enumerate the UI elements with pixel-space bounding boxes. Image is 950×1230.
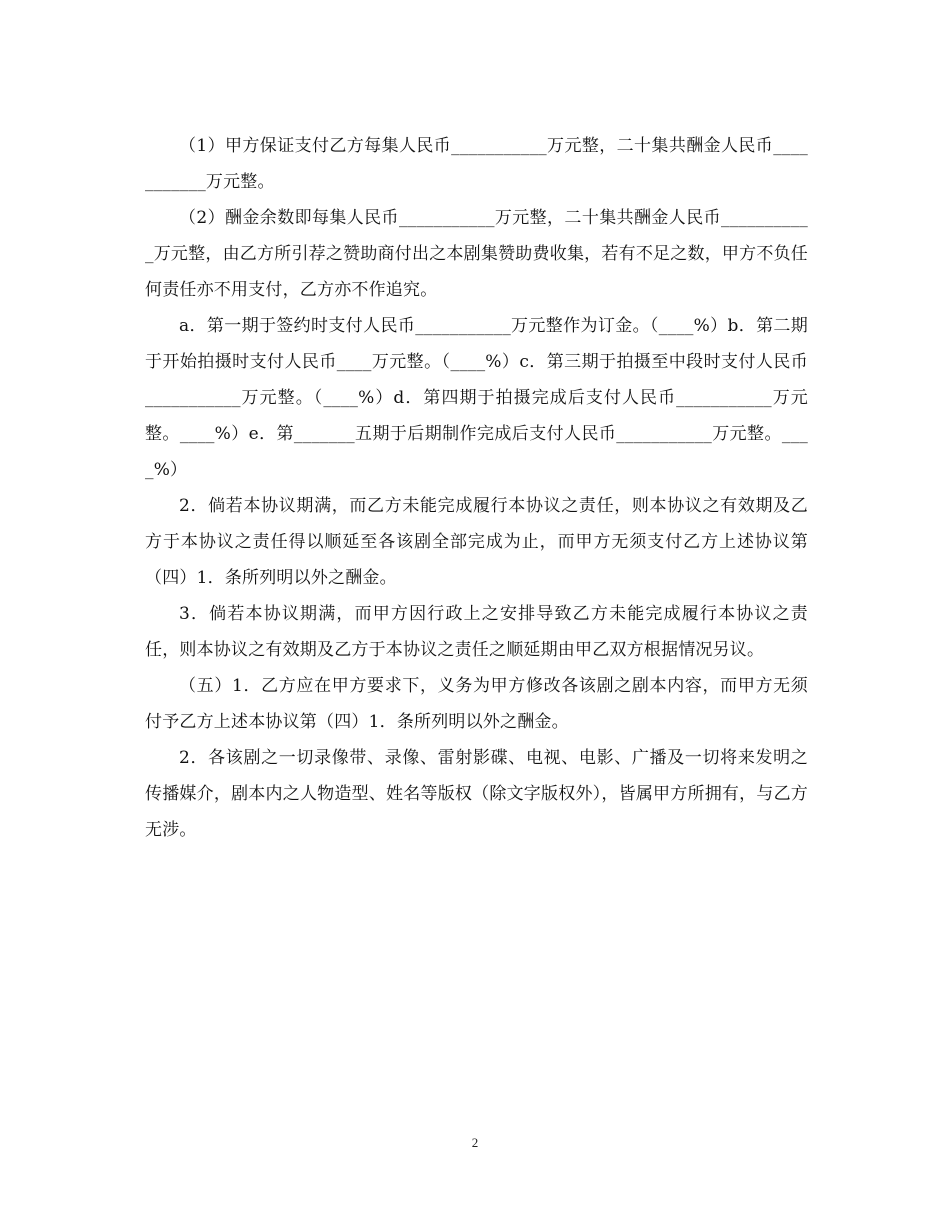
- paragraph-extension-party-b: 2．倘若本协议期满，而乙方未能完成履行本协议之责任，则本协议之有效期及乙方于本协议之责任得以顺延至各该剧全部完成为止，而甲方无须支付乙方上述协议第（四）1．条所列明以外之酬金。: [145, 496, 808, 588]
- paragraph-script-revision: （五）1．乙方应在甲方要求下，义务为甲方修改各该剧之剧本内容，而甲方无须付予乙方上述本协议第（四）1．条所列明以外之酬金。: [145, 676, 808, 732]
- paragraph-payment-balance: （2）酬金余数即每集人民币___________万元整，二十集共酬金人民币___________万元整，由乙方所引荐之赞助商付出之本剧集赞助费收集，若有不足之数，甲方不负任何责任亦不用支付，乙方亦不作追究。: [145, 208, 808, 300]
- paragraph-installments: a．第一期于签约时支付人民币___________万元整作为订金。（____%）b．第二期于开始拍摄时支付人民币____万元整。（____%）c．第三期于拍摄至中段时支付人民币___________万元整。（____%）d．第四期于拍摄完成后支付人民币___________万元整。____%）e．第_______五期于后期制作完成后支付人民币___________万元整。____%）: [145, 316, 808, 480]
- paragraph-extension-party-a: 3．倘若本协议期满，而甲方因行政上之安排导致乙方未能完成履行本协议之责任，则本协议之有效期及乙方于本协议之责任之顺延期由甲乙双方根据情况另议。: [145, 604, 808, 660]
- paragraph-copyright: 2．各该剧之一切录像带、录像、雷射影碟、电视、电影、广播及一切将来发明之传播媒介，剧本内之人物造型、姓名等版权（除文字版权外），皆属甲方所拥有，与乙方无涉。: [145, 748, 808, 840]
- document-body: [145, 128, 808, 848]
- paragraph-payment-guarantee: （1）甲方保证支付乙方每集人民币___________万元整，二十集共酬金人民币___________万元整。: [145, 136, 808, 192]
- page-number: 2: [471, 1135, 479, 1150]
